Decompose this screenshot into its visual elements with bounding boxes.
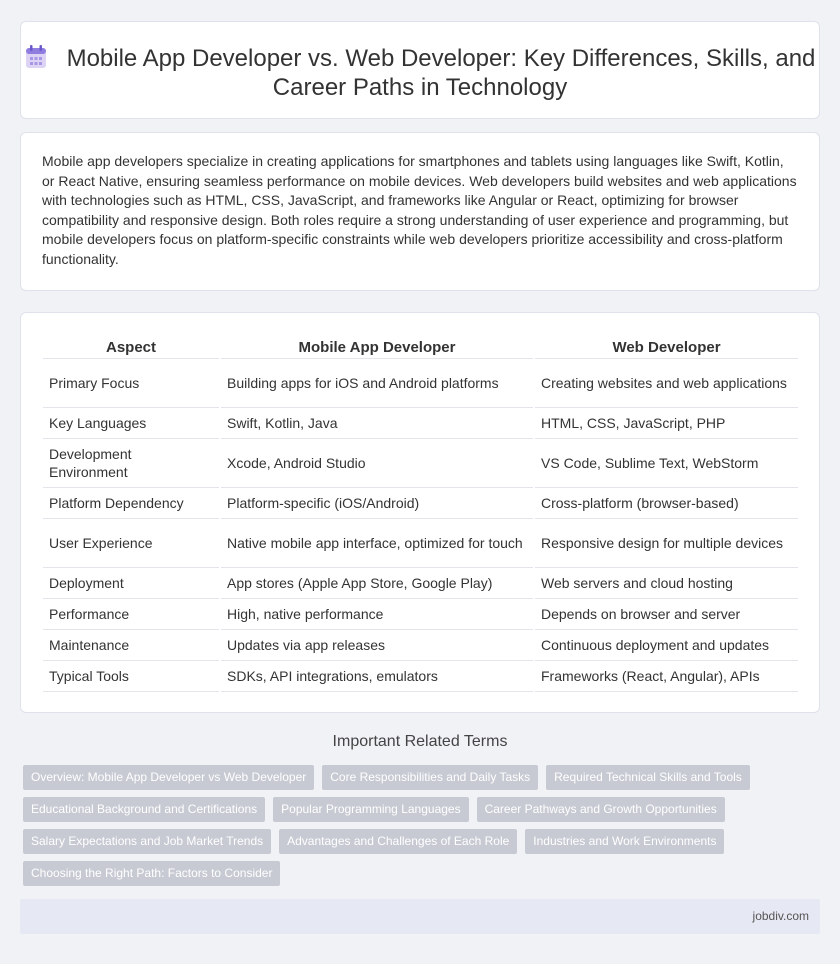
cell-mobile: Updates via app releases	[221, 630, 533, 661]
cell-mobile: Platform-specific (iOS/Android)	[221, 488, 533, 519]
table-row	[43, 359, 798, 408]
cell-mobile: Building apps for iOS and Android platforms	[221, 359, 533, 408]
table-row	[43, 488, 798, 519]
page-title: Mobile App Developer vs. Web Developer: Key Differences, Skills, and Career Paths in Technology	[66, 45, 816, 101]
comparison-table	[41, 332, 800, 692]
intro-text: Mobile app developers specialize in creating applications for smartphones and tablets using languages like Swift, Kotlin, or React Native, ensuring seamless performance on mobile devices. Web developers build websites and web applications with technologies such as HTML, CSS, JavaScript, and frameworks like Angular or React, optimizing for browser compatibility and responsive design. Both roles require a strong understanding of user experience and programming, but mobile developers focus on platform-specific constraints while web developers prioritize accessibility and cross-platform functionality.	[42, 153, 797, 267]
related-term-tag[interactable]: Choosing the Right Path: Factors to Consider	[23, 861, 280, 886]
cell-mobile: Xcode, Android Studio	[221, 439, 533, 488]
cell-web: Creating websites and web applications	[535, 359, 798, 408]
related-term-tag[interactable]: Career Pathways and Growth Opportunities	[477, 797, 725, 822]
cell-aspect: Key Languages	[43, 408, 219, 439]
related-term-tag[interactable]: Core Responsibilities and Daily Tasks	[322, 765, 538, 790]
header-aspect: Aspect	[43, 332, 219, 359]
related-terms-list	[23, 765, 823, 893]
related-term-tag[interactable]: Salary Expectations and Job Market Trends	[23, 829, 271, 854]
intro-card	[20, 132, 820, 291]
cell-web: Depends on browser and server	[535, 599, 798, 630]
cell-aspect: Maintenance	[43, 630, 219, 661]
table-row	[43, 599, 798, 630]
comparison-card	[20, 312, 820, 713]
related-terms-title: Important Related Terms	[332, 733, 508, 750]
cell-aspect: User Experience	[43, 519, 219, 568]
table-row	[43, 630, 798, 661]
cell-web: HTML, CSS, JavaScript, PHP	[535, 408, 798, 439]
cell-mobile: SDKs, API integrations, emulators	[221, 661, 533, 692]
related-term-tag[interactable]: Overview: Mobile App Developer vs Web Developer	[23, 765, 314, 790]
cell-web: Cross-platform (browser-based)	[535, 488, 798, 519]
table-row	[43, 519, 798, 568]
header-web: Web Developer	[535, 332, 798, 359]
cell-web: Web servers and cloud hosting	[535, 568, 798, 599]
cell-web: Frameworks (React, Angular), APIs	[535, 661, 798, 692]
header-mobile: Mobile App Developer	[221, 332, 533, 359]
cell-aspect: Deployment	[43, 568, 219, 599]
related-term-tag[interactable]: Educational Background and Certifications	[23, 797, 265, 822]
table-row	[43, 568, 798, 599]
related-term-tag[interactable]: Industries and Work Environments	[525, 829, 724, 854]
table-row	[43, 439, 798, 488]
related-term-tag[interactable]: Required Technical Skills and Tools	[546, 765, 750, 790]
cell-mobile: App stores (Apple App Store, Google Play)	[221, 568, 533, 599]
cell-aspect: Development Environment	[43, 439, 219, 488]
related-term-tag[interactable]: Advantages and Challenges of Each Role	[279, 829, 517, 854]
footer-site-link[interactable]: jobdiv.com	[752, 909, 809, 923]
cell-web: VS Code, Sublime Text, WebStorm	[535, 439, 798, 488]
cell-aspect: Performance	[43, 599, 219, 630]
page-title-wrap	[21, 44, 819, 102]
cell-mobile: Swift, Kotlin, Java	[221, 408, 533, 439]
calendar-icon	[25, 45, 47, 69]
cell-aspect: Typical Tools	[43, 661, 219, 692]
cell-aspect: Platform Dependency	[43, 488, 219, 519]
cell-web: Continuous deployment and updates	[535, 630, 798, 661]
cell-web: Responsive design for multiple devices	[535, 519, 798, 568]
cell-mobile: High, native performance	[221, 599, 533, 630]
cell-aspect: Primary Focus	[43, 359, 219, 408]
table-row	[43, 408, 798, 439]
table-header-row	[43, 332, 798, 359]
footer-bar	[20, 899, 820, 934]
header-card	[20, 21, 820, 119]
table-row	[43, 661, 798, 692]
cell-mobile: Native mobile app interface, optimized for touch	[221, 519, 533, 568]
related-term-tag[interactable]: Popular Programming Languages	[273, 797, 468, 822]
